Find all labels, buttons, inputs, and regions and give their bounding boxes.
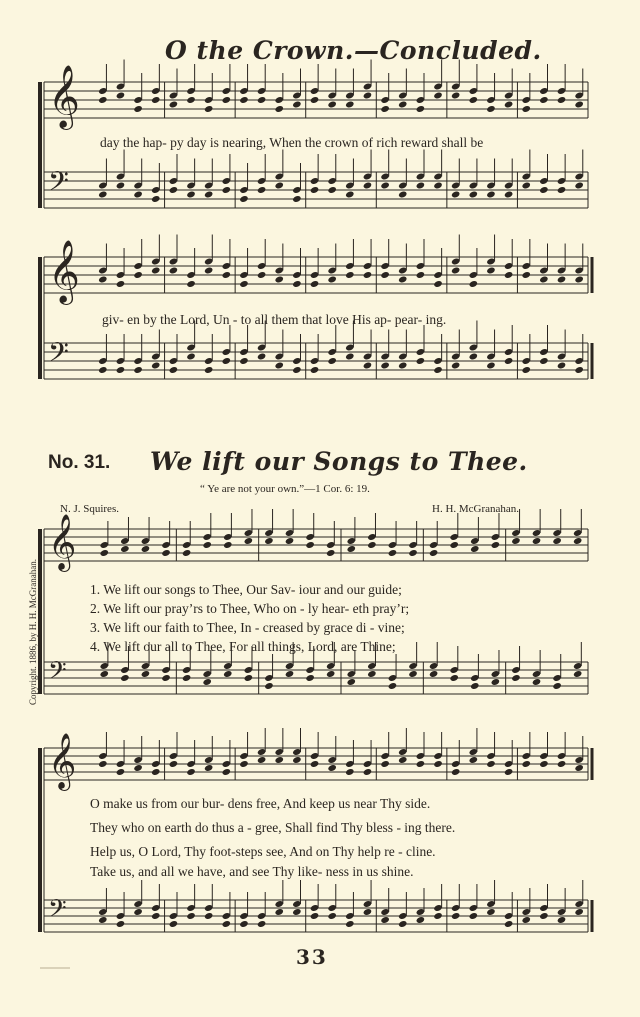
note-head <box>486 191 495 199</box>
note-head <box>433 280 442 288</box>
note-head <box>186 768 195 776</box>
note-head <box>133 271 142 279</box>
note-head <box>151 195 160 203</box>
note-head <box>204 366 213 374</box>
note-head <box>292 101 301 109</box>
note-head <box>239 920 248 928</box>
note-head <box>257 756 266 764</box>
note-head <box>433 92 442 100</box>
note-head <box>141 670 150 678</box>
note-head <box>552 682 561 690</box>
section1-lyric-line1: day the hap- py day is nearing, When the crown of rich reward shall be <box>100 135 484 150</box>
note-head <box>511 674 520 682</box>
note-head <box>169 366 178 374</box>
note-head <box>451 267 460 275</box>
refrain-line-1: O make us from our bur- dens free, And keep us near Thy side. <box>90 796 431 811</box>
note-head <box>416 357 425 365</box>
note-head <box>151 362 160 370</box>
note-head <box>539 276 548 284</box>
note-head <box>257 186 266 194</box>
note-head <box>398 920 407 928</box>
note-head <box>182 549 191 557</box>
note-head <box>486 760 495 768</box>
note-head <box>275 105 284 113</box>
note-head <box>539 186 548 194</box>
note-head <box>557 276 566 284</box>
section2-title: We lift our Songs to Thee. <box>150 447 528 476</box>
note-head <box>327 276 336 284</box>
note-head <box>116 92 125 100</box>
note-head <box>469 280 478 288</box>
note-head <box>451 191 460 199</box>
note-head <box>345 101 354 109</box>
note-head <box>345 768 354 776</box>
note-head <box>363 182 372 190</box>
bass-clef: 𝄢 <box>48 165 69 204</box>
note-head <box>522 105 531 113</box>
note-head <box>429 549 438 557</box>
note-head <box>275 182 284 190</box>
note-head <box>222 357 231 365</box>
note-head <box>429 670 438 678</box>
note-head <box>408 549 417 557</box>
note-head <box>326 549 335 557</box>
treble-clef: 𝄞 <box>48 732 77 789</box>
note-head <box>275 362 284 370</box>
note-head <box>186 280 195 288</box>
note-head <box>398 276 407 284</box>
note-head <box>539 760 548 768</box>
note-head <box>182 674 191 682</box>
note-head <box>116 182 125 190</box>
note-head <box>486 908 495 916</box>
note-head <box>345 191 354 199</box>
note-head <box>204 267 213 275</box>
note-head <box>257 271 266 279</box>
note-head <box>574 101 583 109</box>
note-head <box>133 366 142 374</box>
note-head <box>239 96 248 104</box>
note-head <box>416 916 425 924</box>
note-head <box>363 271 372 279</box>
note-head <box>305 674 314 682</box>
note-head <box>257 920 266 928</box>
note-head <box>469 912 478 920</box>
note-head <box>408 670 417 678</box>
note-head <box>310 280 319 288</box>
scripture-reference: “ Ye are not your own.”—1 Cor. 6: 19. <box>200 483 370 495</box>
note-head <box>98 916 107 924</box>
note-head <box>416 271 425 279</box>
verse-line-2: 2. We lift our pray’rs to Thee, Who on - ly hear- eth pray’r; <box>90 601 410 616</box>
note-head <box>416 760 425 768</box>
refrain-line-2: They who on earth do thus a - gree, Shall find Thy bless - ing there. <box>90 820 456 835</box>
note-head <box>539 357 548 365</box>
note-head <box>367 541 376 549</box>
section1-title: O the Crown.—Concluded. <box>165 36 542 65</box>
note-head <box>264 537 273 545</box>
note-head <box>202 678 211 686</box>
note-head <box>98 191 107 199</box>
note-head <box>416 182 425 190</box>
note-head <box>380 271 389 279</box>
treble-clef: 𝄞 <box>48 513 77 570</box>
note-head <box>275 908 284 916</box>
note-head <box>151 96 160 104</box>
note-head <box>98 366 107 374</box>
verse-line-1: 1. We lift our songs to Thee, Our Sav- iour and our guide; <box>90 582 402 597</box>
note-head <box>239 760 248 768</box>
note-head <box>223 670 232 678</box>
note-head <box>186 96 195 104</box>
note-head <box>416 105 425 113</box>
note-head <box>504 271 513 279</box>
note-head <box>120 674 129 682</box>
note-head <box>388 549 397 557</box>
note-head <box>486 105 495 113</box>
note-head <box>363 908 372 916</box>
note-head <box>116 366 125 374</box>
note-head <box>257 96 266 104</box>
note-head <box>133 908 142 916</box>
note-head <box>491 678 500 686</box>
copyright-notice: Copyright. 1886, by H. H. McGranahan. <box>28 559 38 705</box>
note-head <box>186 191 195 199</box>
note-head <box>120 545 129 553</box>
verse-line-4: 4. We lift our all to Thee, For all things, Lord, are Thine; <box>90 639 396 654</box>
page-number: 33 <box>296 945 328 969</box>
note-head <box>380 182 389 190</box>
note-head <box>310 186 319 194</box>
note-head <box>574 182 583 190</box>
note-head <box>363 768 372 776</box>
note-head <box>557 760 566 768</box>
note-head <box>244 537 253 545</box>
note-head <box>161 674 170 682</box>
note-head <box>239 280 248 288</box>
note-head <box>275 276 284 284</box>
note-head <box>469 96 478 104</box>
note-head <box>141 545 150 553</box>
note-head <box>398 362 407 370</box>
note-head <box>451 362 460 370</box>
note-head <box>470 545 479 553</box>
note-head <box>504 357 513 365</box>
refrain-line-3: Help us, O Lord, Thy foot-steps see, And on Thy help re - cline. <box>90 844 436 859</box>
note-head <box>469 191 478 199</box>
treble-clef: 𝄞 <box>48 239 80 303</box>
note-head <box>305 541 314 549</box>
note-head <box>151 267 160 275</box>
note-head <box>310 96 319 104</box>
note-head <box>451 912 460 920</box>
author-credit: N. J. Squires. <box>60 503 119 515</box>
note-head <box>285 537 294 545</box>
note-head <box>292 756 301 764</box>
note-head <box>223 541 232 549</box>
note-head <box>169 760 178 768</box>
note-head <box>327 912 336 920</box>
note-head <box>347 545 356 553</box>
note-head <box>557 916 566 924</box>
note-head <box>239 195 248 203</box>
note-head <box>573 670 582 678</box>
note-head <box>222 768 231 776</box>
note-head <box>133 105 142 113</box>
note-head <box>504 768 513 776</box>
note-head <box>292 280 301 288</box>
note-head <box>557 96 566 104</box>
note-head <box>380 105 389 113</box>
note-head <box>186 353 195 361</box>
note-head <box>433 760 442 768</box>
note-head <box>574 366 583 374</box>
note-head <box>100 670 109 678</box>
note-head <box>433 366 442 374</box>
note-head <box>433 912 442 920</box>
note-head <box>388 682 397 690</box>
note-head <box>264 682 273 690</box>
note-head <box>169 186 178 194</box>
note-head <box>133 764 142 772</box>
note-head <box>486 267 495 275</box>
note-head <box>451 768 460 776</box>
note-head <box>522 760 531 768</box>
refrain-line-4: Take us, and all we have, and see Thy like- ness in us shine. <box>90 864 414 879</box>
note-head <box>275 756 284 764</box>
note-head <box>504 101 513 109</box>
note-head <box>204 105 213 113</box>
note-head <box>327 101 336 109</box>
note-head <box>380 916 389 924</box>
note-head <box>574 764 583 772</box>
note-head <box>310 912 319 920</box>
bass-clef: 𝄢 <box>48 655 67 690</box>
note-head <box>557 186 566 194</box>
note-head <box>310 366 319 374</box>
note-head <box>522 366 531 374</box>
note-head <box>532 537 541 545</box>
note-head <box>511 537 520 545</box>
note-head <box>557 362 566 370</box>
note-head <box>151 912 160 920</box>
note-head <box>222 271 231 279</box>
note-head <box>169 101 178 109</box>
note-head <box>398 101 407 109</box>
note-head <box>204 912 213 920</box>
note-head <box>98 276 107 284</box>
note-head <box>204 191 213 199</box>
note-head <box>504 920 513 928</box>
note-head <box>574 276 583 284</box>
note-head <box>98 96 107 104</box>
note-head <box>380 362 389 370</box>
note-head <box>363 362 372 370</box>
note-head <box>98 760 107 768</box>
note-head <box>433 182 442 190</box>
note-head <box>504 191 513 199</box>
note-head <box>222 920 231 928</box>
note-head <box>345 353 354 361</box>
note-head <box>532 678 541 686</box>
note-head <box>449 674 458 682</box>
note-head <box>327 357 336 365</box>
hymn-number: No. 31. <box>48 452 111 473</box>
note-head <box>100 549 109 557</box>
note-head <box>116 280 125 288</box>
note-head <box>204 764 213 772</box>
note-head <box>285 670 294 678</box>
note-head <box>522 916 531 924</box>
note-head <box>347 678 356 686</box>
note-head <box>367 670 376 678</box>
note-head <box>552 537 561 545</box>
note-head <box>539 912 548 920</box>
section1-lyric-line2: giv- en by the Lord, Un - to all them that love His ap- pear- ing. <box>102 312 447 327</box>
note-head <box>522 271 531 279</box>
note-head <box>292 908 301 916</box>
note-head <box>470 682 479 690</box>
note-head <box>380 760 389 768</box>
note-head <box>486 362 495 370</box>
note-head <box>574 908 583 916</box>
note-head <box>449 541 458 549</box>
note-head <box>398 191 407 199</box>
note-head <box>169 920 178 928</box>
note-head <box>151 768 160 776</box>
note-head <box>292 366 301 374</box>
note-head <box>133 191 142 199</box>
note-head <box>239 357 248 365</box>
note-head <box>169 267 178 275</box>
note-head <box>310 760 319 768</box>
note-head <box>345 920 354 928</box>
note-head <box>116 920 125 928</box>
composer-credit: H. H. McGranahan. <box>432 503 520 515</box>
note-head <box>161 549 170 557</box>
note-head <box>522 182 531 190</box>
note-head <box>469 353 478 361</box>
note-head <box>326 670 335 678</box>
note-head <box>222 186 231 194</box>
note-head <box>491 541 500 549</box>
note-head <box>539 96 548 104</box>
note-head <box>363 92 372 100</box>
note-head <box>186 912 195 920</box>
bass-clef: 𝄢 <box>48 336 69 375</box>
note-head <box>573 537 582 545</box>
note-head <box>451 92 460 100</box>
note-head <box>292 195 301 203</box>
note-head <box>469 756 478 764</box>
note-head <box>244 674 253 682</box>
note-head <box>345 271 354 279</box>
note-head <box>327 186 336 194</box>
bass-clef: 𝄢 <box>48 893 67 928</box>
note-head <box>116 768 125 776</box>
treble-clef: 𝄞 <box>48 64 80 128</box>
note-head <box>257 353 266 361</box>
verse-line-3: 3. We lift our faith to Thee, In - creased by grace di - vine; <box>90 620 405 635</box>
note-head <box>222 96 231 104</box>
note-head <box>398 756 407 764</box>
note-head <box>327 764 336 772</box>
note-head <box>202 541 211 549</box>
